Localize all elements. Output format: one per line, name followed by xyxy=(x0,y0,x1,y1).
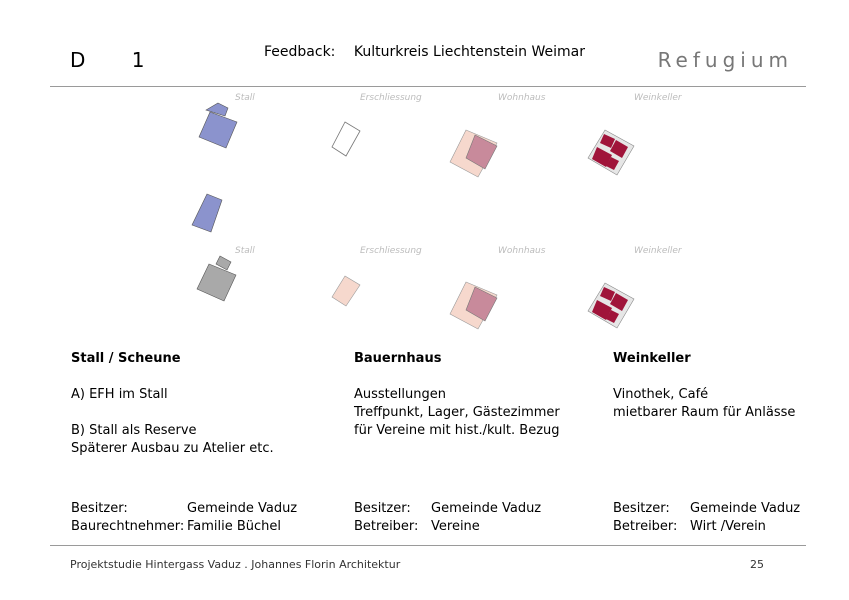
owner-key: Besitzer: xyxy=(613,501,670,516)
erschliessung-footprint-1 xyxy=(332,122,360,156)
owner-key: Besitzer: xyxy=(354,501,411,516)
wohnhaus-footprint-2 xyxy=(450,282,497,329)
owner-value: Gemeinde Vaduz xyxy=(690,501,801,516)
diagram-label-stall-2: Stall xyxy=(235,246,255,256)
owner-value: Familie Büchel xyxy=(187,519,282,534)
text-line: Ausstellungen xyxy=(354,387,446,402)
weinkeller-footprint-1 xyxy=(588,130,634,175)
owner-weinkeller xyxy=(613,500,800,536)
stall-annex-footprint xyxy=(192,194,222,232)
column-weinkeller xyxy=(613,350,795,440)
footer-text: Projektstudie Hintergass Vaduz . Johannes Florin Architektur xyxy=(70,558,401,571)
diagram-label-wohnhaus-2: Wohnhaus xyxy=(498,246,546,256)
owner-key: Besitzer: xyxy=(71,501,128,516)
owner-bauernhaus xyxy=(354,500,541,536)
erschliessung-footprint-2 xyxy=(332,276,360,306)
owner-key: Betreiber: xyxy=(613,519,678,534)
diagram-label-stall-1: Stall xyxy=(235,93,255,103)
diagram-label-weinkeller-1: Weinkeller xyxy=(634,93,682,103)
column-bauernhaus xyxy=(354,350,560,458)
text-line: B) Stall als Reserve xyxy=(71,423,197,438)
column-heading: Bauernhaus xyxy=(354,351,442,366)
owner-value: Vereine xyxy=(431,519,480,534)
footer-divider xyxy=(50,545,806,546)
diagram-label-erschliessung-1: Erschliessung xyxy=(360,93,422,103)
feedback-text: Kulturkreis Liechtenstein Weimar xyxy=(353,44,585,60)
column-heading: Weinkeller xyxy=(613,351,691,366)
owner-value: Gemeinde Vaduz xyxy=(431,501,542,516)
text-block xyxy=(613,386,795,422)
owner-stall xyxy=(71,500,297,536)
text-line: Späterer Ausbau zu Atelier etc. xyxy=(71,441,274,456)
owner-value: Wirt /Verein xyxy=(690,519,766,534)
owner-key: Baurechtnehmer: xyxy=(71,519,185,534)
owner-value: Gemeinde Vaduz xyxy=(187,501,298,516)
text-block xyxy=(71,386,274,404)
column-stall xyxy=(71,350,274,476)
text-block xyxy=(354,386,560,440)
stall-footprint-1 xyxy=(199,103,237,148)
wohnhaus-footprint-1 xyxy=(450,130,497,177)
text-line: A) EFH im Stall xyxy=(71,387,168,402)
diagram-label-erschliessung-2: Erschliessung xyxy=(360,246,422,256)
diagram-label-weinkeller-2: Weinkeller xyxy=(634,246,682,256)
text-line: für Vereine mit hist./kult. Bezug xyxy=(354,423,560,438)
weinkeller-footprint-2 xyxy=(588,283,634,328)
stall-footprint-2 xyxy=(197,256,236,301)
text-line: Vinothek, Café xyxy=(613,387,709,402)
slide-code: D 1 xyxy=(70,48,165,72)
feedback-label: Feedback: xyxy=(264,44,336,60)
text-line: Treffpunkt, Lager, Gästezimmer xyxy=(354,405,560,420)
column-heading: Stall / Scheune xyxy=(71,351,181,366)
owner-key: Betreiber: xyxy=(354,519,419,534)
page-number: 25 xyxy=(750,558,764,571)
slide-title: Refugium xyxy=(657,48,793,72)
diagram-label-wohnhaus-1: Wohnhaus xyxy=(498,93,546,103)
text-line: mietbarer Raum für Anlässe xyxy=(613,405,796,420)
text-block xyxy=(71,422,274,458)
